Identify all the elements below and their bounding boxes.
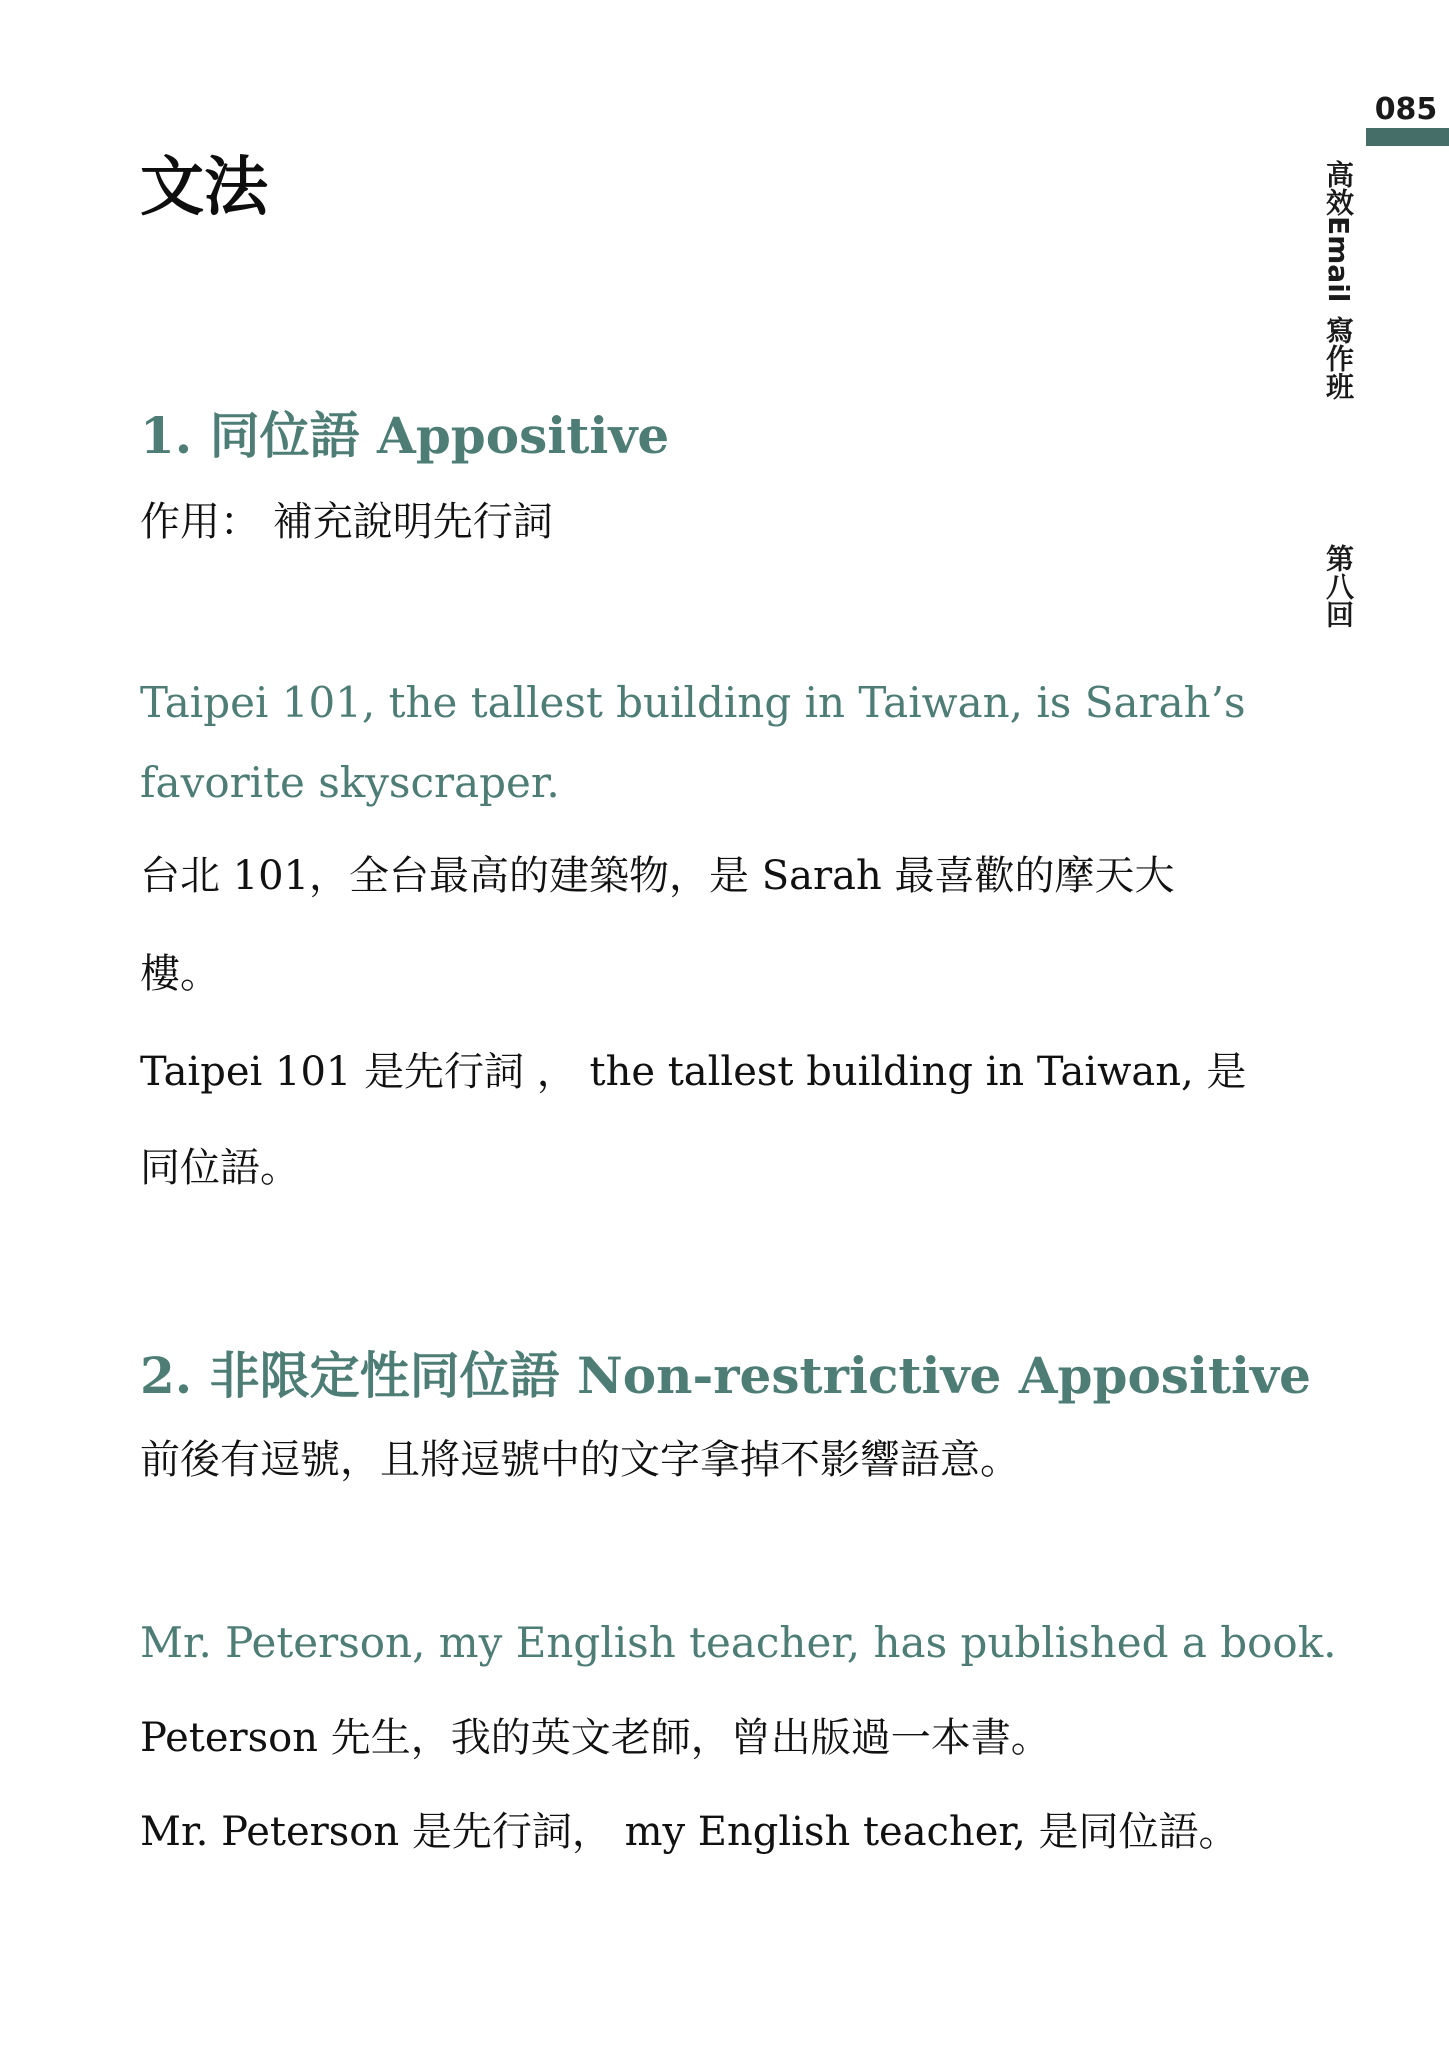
- section-1-title-cjk: 同位語: [209, 407, 360, 465]
- section-1-explanation-line-2: 同位語。: [140, 1145, 300, 1191]
- section-1-title-en: Appositive: [377, 406, 670, 465]
- section-2-title-en: Non-restrictive Appositive: [577, 1346, 1311, 1405]
- section-2-title-cjk: 非限定性同位語: [209, 1347, 560, 1405]
- section-2-number: 2.: [140, 1346, 193, 1405]
- section-1-function: 作用： 補充說明先行詞: [140, 499, 553, 545]
- series-title: [1322, 160, 1355, 420]
- section-2-description: 前後有逗號，且將逗號中的文字拿掉不影響語意。: [140, 1437, 1020, 1483]
- section-1-heading: [140, 396, 669, 468]
- series-title-latin: Email: [1322, 216, 1355, 303]
- section-2-explanation: Mr. Peterson 是先行詞， my English teacher, 是同位語。: [140, 1809, 1239, 1855]
- section-1-example-line-1: Taipei 101, the tallest building in Taiwan, is Sarah’s: [140, 678, 1246, 727]
- section-1-explanation-line-1: Taipei 101 是先行詞 ， the tallest building in Taiwan, 是: [140, 1049, 1247, 1095]
- page-number-bar: [1366, 128, 1449, 146]
- page-number: 085: [1374, 92, 1438, 127]
- page-title: 文法: [140, 151, 268, 225]
- section-1-translation-line-1: 台北 101，全台最高的建築物，是 Sarah 最喜歡的摩天大: [140, 853, 1175, 899]
- series-title-cjk-2: 寫作班: [1322, 316, 1355, 401]
- section-1-translation-line-2: 樓。: [140, 951, 220, 997]
- section-2-heading: [140, 1336, 1311, 1408]
- section-2-example: Mr. Peterson, my English teacher, has published a book.: [140, 1618, 1337, 1667]
- lesson-title: 第八回: [1322, 544, 1355, 628]
- section-1-number: 1.: [140, 406, 193, 465]
- section-2-translation: Peterson 先生，我的英文老師，曾出版過一本書。: [140, 1715, 1051, 1761]
- series-title-cjk-1: 高效: [1322, 160, 1355, 216]
- section-1-example-line-2: favorite skyscraper.: [140, 758, 560, 807]
